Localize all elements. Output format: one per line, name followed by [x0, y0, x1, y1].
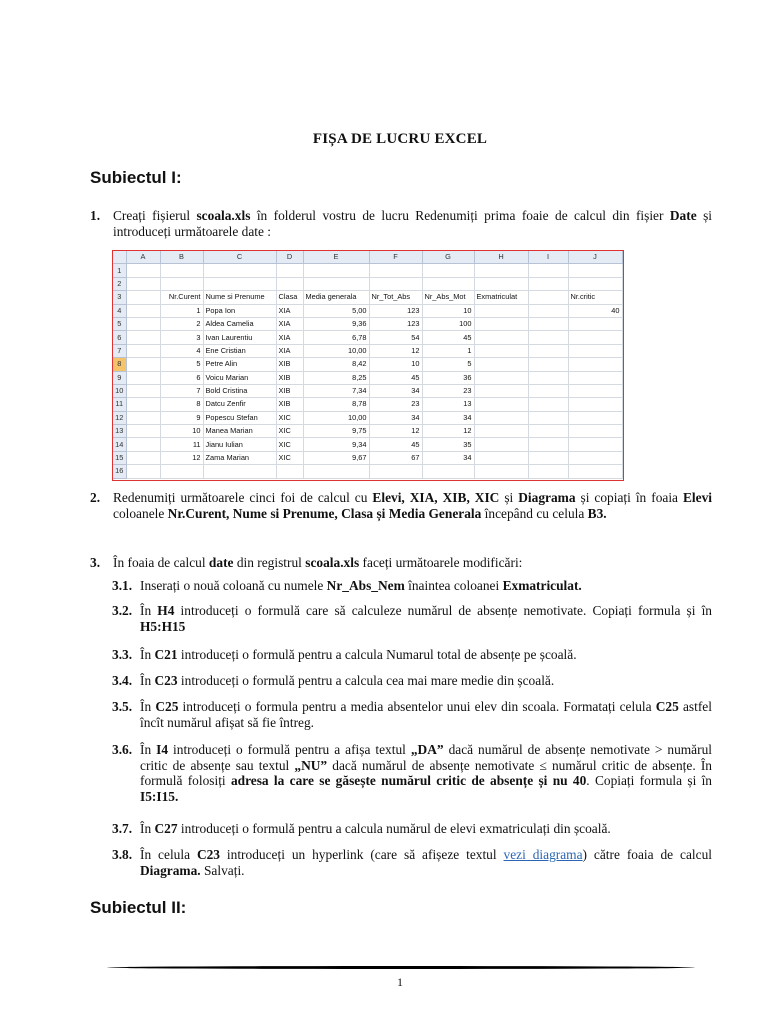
- sheet-cell: XIC: [276, 451, 303, 464]
- sheet-cell: Media generala: [303, 291, 369, 304]
- sheet-cell: [568, 425, 622, 438]
- sheet-cell: 12: [369, 344, 422, 357]
- row-header: 8: [113, 358, 126, 371]
- sheet-cell: Nr.critic: [568, 291, 622, 304]
- column-header: H: [474, 251, 528, 264]
- sheet-cell: [528, 264, 568, 277]
- page-number: 1: [397, 975, 403, 989]
- sheet-cell: [568, 371, 622, 384]
- sheet-corner: [113, 251, 126, 264]
- sheet-cell: XIC: [276, 411, 303, 424]
- sheet-cell: [528, 371, 568, 384]
- sheet-cell: 6,78: [303, 331, 369, 344]
- subtask-3-1: 3.1. Inserați o nouă coloană cu numele Nr_Abs_Nem înaintea coloanei Exmatriculat.: [112, 578, 582, 593]
- sheet-cell: XIB: [276, 384, 303, 397]
- sheet-cell: [160, 465, 203, 478]
- sheet-cell: [126, 264, 160, 277]
- sheet-row: [113, 438, 622, 451]
- sheet-cell: 10: [160, 425, 203, 438]
- sheet-row: [113, 264, 622, 277]
- task-2: 2. Redenumiți următoarele cinci foi de calcul cu Elevi, XIA, XIB, XIC și Diagrama și copiați în foaia Elevi coloanele Nr.Curent, Nume si Prenume, Clasa și Media Generala începând cu celula B3.: [90, 490, 712, 522]
- sheet-cell: 67: [369, 451, 422, 464]
- sheet-cell: [528, 384, 568, 397]
- sheet-cell: Ene Cristian: [203, 344, 276, 357]
- sheet-cell: 8,25: [303, 371, 369, 384]
- sheet-cell: [160, 277, 203, 290]
- sheet-cell: [528, 465, 568, 478]
- sheet-cell: 10: [422, 304, 474, 317]
- sheet-cell: [126, 384, 160, 397]
- sheet-cell: 8: [160, 398, 203, 411]
- sheet-cell: 7,34: [303, 384, 369, 397]
- sheet-cell: XIA: [276, 344, 303, 357]
- sheet-cell: XIB: [276, 371, 303, 384]
- sheet-cell: 11: [160, 438, 203, 451]
- subtask-3-6: 3.6. În I4 introduceți o formulă pentru a afișa textul „DA” dacă numărul de absențe nemotivate > numărul critic de absențe sau textul „NU” dacă numărul de absențe nemotivate ≤ numărul critic de absențe. În formulă folosiți adresa la care se găsește numărul critic de absențe și nu 40. Copiați formula și în I5:I15.: [112, 742, 713, 804]
- row-header: 2: [113, 277, 126, 290]
- row-header: 16: [113, 465, 126, 478]
- sheet-cell: [528, 425, 568, 438]
- sheet-cell: [528, 411, 568, 424]
- sheet-cell: Popescu Stefan: [203, 411, 276, 424]
- sheet-cell: [303, 465, 369, 478]
- sheet-cell: XIC: [276, 438, 303, 451]
- sheet-cell: [568, 398, 622, 411]
- column-header: A: [126, 251, 160, 264]
- sheet-row: [113, 398, 622, 411]
- subtask-3-4: 3.4. În C23 introduceți o formulă pentru a calcula cea mai mare medie din școală.: [112, 673, 555, 688]
- sheet-cell: 34: [422, 451, 474, 464]
- vezi-diagrama-link[interactable]: vezi diagrama: [503, 847, 583, 862]
- sheet-cell: [126, 371, 160, 384]
- row-header: 6: [113, 331, 126, 344]
- sheet-cell: [528, 438, 568, 451]
- sheet-cell: [528, 304, 568, 317]
- sheet-row: [113, 317, 622, 330]
- row-header: 3: [113, 291, 126, 304]
- sheet-cell: Bold Cristina: [203, 384, 276, 397]
- sheet-cell: XIB: [276, 398, 303, 411]
- sheet-cell: [126, 277, 160, 290]
- sheet-cell: 45: [422, 331, 474, 344]
- sheet-cell: 13: [422, 398, 474, 411]
- row-header: 14: [113, 438, 126, 451]
- sheet-cell: [126, 317, 160, 330]
- sheet-cell: 9: [160, 411, 203, 424]
- sheet-cell: [474, 411, 528, 424]
- sheet-cell: XIB: [276, 358, 303, 371]
- sheet-cell: 40: [568, 304, 622, 317]
- sheet-cell: 34: [369, 384, 422, 397]
- sheet-cell: [528, 451, 568, 464]
- sheet-cell: [369, 277, 422, 290]
- subtask-3-3: 3.3. În C21 introduceți o formulă pentru a calcula Numarul total de absențe pe școală.: [112, 647, 577, 662]
- sheet-cell: Popa Ion: [203, 304, 276, 317]
- sheet-row: [113, 344, 622, 357]
- sheet-cell: [276, 277, 303, 290]
- sheet-cell: Clasa: [276, 291, 303, 304]
- sheet-cell: [568, 317, 622, 330]
- sheet-cell: [528, 331, 568, 344]
- sheet-cell: [126, 331, 160, 344]
- sheet-cell: [528, 277, 568, 290]
- sheet-cell: Nr_Tot_Abs: [369, 291, 422, 304]
- sheet-cell: [422, 277, 474, 290]
- sheet-cell: [568, 358, 622, 371]
- sheet-cell: 12: [160, 451, 203, 464]
- row-header: 7: [113, 344, 126, 357]
- sheet-cell: 34: [422, 411, 474, 424]
- sheet-cell: 1: [160, 304, 203, 317]
- sheet-cell: [568, 411, 622, 424]
- sheet-cell: [474, 344, 528, 357]
- sheet-row: [113, 465, 622, 478]
- row-header: 9: [113, 371, 126, 384]
- sheet-cell: [276, 465, 303, 478]
- sheet-cell: [568, 465, 622, 478]
- column-header: G: [422, 251, 474, 264]
- row-header: 10: [113, 384, 126, 397]
- sheet-cell: XIA: [276, 331, 303, 344]
- sheet-cell: Nume si Prenume: [203, 291, 276, 304]
- row-header: 5: [113, 317, 126, 330]
- sheet-cell: [160, 264, 203, 277]
- sheet-cell: [126, 465, 160, 478]
- sheet-cell: [276, 264, 303, 277]
- sheet-row: [113, 371, 622, 384]
- sheet-cell: [126, 304, 160, 317]
- sheet-cell: [474, 331, 528, 344]
- sheet-cell: XIA: [276, 317, 303, 330]
- sheet-cell: [126, 438, 160, 451]
- sheet-row: [113, 384, 622, 397]
- sheet-cell: 23: [369, 398, 422, 411]
- sheet-row: [113, 411, 622, 424]
- sheet-cell: Aldea Camelia: [203, 317, 276, 330]
- sheet-cell: Jianu Iulian: [203, 438, 276, 451]
- sheet-cell: 34: [369, 411, 422, 424]
- sheet-cell: 12: [369, 425, 422, 438]
- sheet-cell: 7: [160, 384, 203, 397]
- sheet-cell: 8,78: [303, 398, 369, 411]
- task-number: 2.: [90, 490, 101, 505]
- sheet-cell: Ivan Laurentiu: [203, 331, 276, 344]
- sheet-cell: 9,36: [303, 317, 369, 330]
- sheet-cell: 1: [422, 344, 474, 357]
- sheet-cell: [568, 451, 622, 464]
- sheet-cell: [303, 277, 369, 290]
- column-header: D: [276, 251, 303, 264]
- sheet-cell: [474, 304, 528, 317]
- sheet-cell: 100: [422, 317, 474, 330]
- sheet-cell: 123: [369, 304, 422, 317]
- sheet-cell: [568, 264, 622, 277]
- sheet-cell: [568, 331, 622, 344]
- sheet-cell: [474, 451, 528, 464]
- sheet-cell: [474, 438, 528, 451]
- sheet-cell: Zama Marian: [203, 451, 276, 464]
- sheet-cell: [474, 317, 528, 330]
- sheet-cell: [568, 277, 622, 290]
- subtask-3-8: 3.8. În celula C23 introduceți un hyperlink (care să afișeze textul vezi diagrama) către foaia de calcul Diagrama. Salvați.: [112, 847, 712, 878]
- sheet-cell: [126, 425, 160, 438]
- sheet-cell: 2: [160, 317, 203, 330]
- sheet-cell: [568, 384, 622, 397]
- sheet-column-headers: [113, 251, 622, 264]
- sheet-row: [113, 451, 622, 464]
- sheet-cell: [474, 264, 528, 277]
- sheet-cell: [528, 317, 568, 330]
- sheet-cell: XIA: [276, 304, 303, 317]
- sheet-cell: 5,00: [303, 304, 369, 317]
- sheet-cell: 9,34: [303, 438, 369, 451]
- column-header: B: [160, 251, 203, 264]
- sheet-cell: [369, 465, 422, 478]
- sheet-cell: [528, 358, 568, 371]
- task-3: 3. În foaia de calcul date din registrul scoala.xls faceți următoarele modificări:: [90, 555, 523, 570]
- sheet-cell: Nr.Curent: [160, 291, 203, 304]
- sheet-cell: [203, 465, 276, 478]
- subtask-3-5: 3.5. În C25 introduceți o formula pentru a media absentelor unui elev din scoala. Formatați celula C25 astfel încît numărul afișat să fie întreg.: [112, 699, 712, 730]
- sheet-cell: 4: [160, 344, 203, 357]
- column-header: C: [203, 251, 276, 264]
- sheet-cell: 5: [422, 358, 474, 371]
- sheet-cell: 123: [369, 317, 422, 330]
- sheet-cell: 54: [369, 331, 422, 344]
- sheet-cell: Voicu Marian: [203, 371, 276, 384]
- sheet-cell: 45: [369, 438, 422, 451]
- sheet-cell: Datcu Zenfir: [203, 398, 276, 411]
- sheet-cell: [474, 277, 528, 290]
- sheet-cell: [474, 358, 528, 371]
- row-header: 13: [113, 425, 126, 438]
- subject-1-heading: Subiectul I:: [90, 168, 182, 187]
- sheet-cell: [422, 264, 474, 277]
- row-header: 11: [113, 398, 126, 411]
- sheet-cell: [422, 465, 474, 478]
- sheet-cell: 35: [422, 438, 474, 451]
- sheet-cell: 10,00: [303, 344, 369, 357]
- sheet-row: [113, 304, 622, 317]
- sheet-cell: 10,00: [303, 411, 369, 424]
- sheet-cell: 10: [369, 358, 422, 371]
- sheet-cell: [528, 344, 568, 357]
- column-header: E: [303, 251, 369, 264]
- spreadsheet-screenshot: [112, 250, 624, 481]
- sheet-cell: [303, 264, 369, 277]
- sheet-cell: 6: [160, 371, 203, 384]
- sheet-cell: 45: [369, 371, 422, 384]
- column-header: F: [369, 251, 422, 264]
- sheet-cell: [474, 371, 528, 384]
- sheet-cell: [474, 425, 528, 438]
- sheet-cell: Exmatriculat: [474, 291, 528, 304]
- sheet-cell: 9,75: [303, 425, 369, 438]
- row-header: 1: [113, 264, 126, 277]
- sheet-cell: [126, 411, 160, 424]
- subtask-3-2: 3.2. În H4 introduceți o formulă care să calculeze numărul de absențe nemotivate. Copiați formula și în H5:H15: [112, 603, 712, 634]
- sheet-cell: 36: [422, 371, 474, 384]
- sheet-cell: XIC: [276, 425, 303, 438]
- sheet-cell: [369, 264, 422, 277]
- sheet-cell: [126, 344, 160, 357]
- subtask-3-7: 3.7. În C27 introduceți o formulă pentru a calcula numărul de elevi exmatriculați din școală.: [112, 821, 611, 836]
- sheet-cell: [568, 438, 622, 451]
- task-number: 3.: [90, 555, 101, 570]
- sheet-cell: [203, 264, 276, 277]
- sheet-cell: 8,42: [303, 358, 369, 371]
- task-number: 1.: [90, 208, 101, 223]
- sheet-cell: [126, 291, 160, 304]
- sheet-cell: Manea Marian: [203, 425, 276, 438]
- sheet-cell: Petre Alin: [203, 358, 276, 371]
- subject-2-heading: Subiectul II:: [90, 898, 187, 917]
- sheet-cell: 3: [160, 331, 203, 344]
- sheet-row: [113, 291, 622, 304]
- sheet-row: [113, 277, 622, 290]
- sheet-row: [113, 425, 622, 438]
- page-title: FIȘA DE LUCRU EXCEL: [312, 131, 488, 147]
- footer-divider: [107, 966, 695, 969]
- column-header: I: [528, 251, 568, 264]
- sheet-cell: [474, 398, 528, 411]
- sheet-cell: [126, 451, 160, 464]
- sheet-cell: [203, 277, 276, 290]
- sheet-cell: [568, 344, 622, 357]
- sheet-cell: 5: [160, 358, 203, 371]
- column-header: J: [568, 251, 622, 264]
- sheet-cell: [528, 398, 568, 411]
- sheet-cell: 23: [422, 384, 474, 397]
- sheet-cell: 9,67: [303, 451, 369, 464]
- row-header: 12: [113, 411, 126, 424]
- row-header: 4: [113, 304, 126, 317]
- sheet-row: [113, 358, 622, 371]
- task-1: 1. Creați fișierul scoala.xls în folderul vostru de lucru Redenumiți prima foaie de calcul din fișier Date și introduceți următoarele date :: [90, 208, 712, 240]
- sheet-cell: Nr_Abs_Mot: [422, 291, 474, 304]
- sheet-row: [113, 331, 622, 344]
- sheet-cell: [528, 291, 568, 304]
- sheet-cell: 12: [422, 425, 474, 438]
- sheet-cell: [126, 398, 160, 411]
- sheet-cell: [474, 384, 528, 397]
- row-header: 15: [113, 451, 126, 464]
- sheet-cell: [126, 358, 160, 371]
- sheet-cell: [474, 465, 528, 478]
